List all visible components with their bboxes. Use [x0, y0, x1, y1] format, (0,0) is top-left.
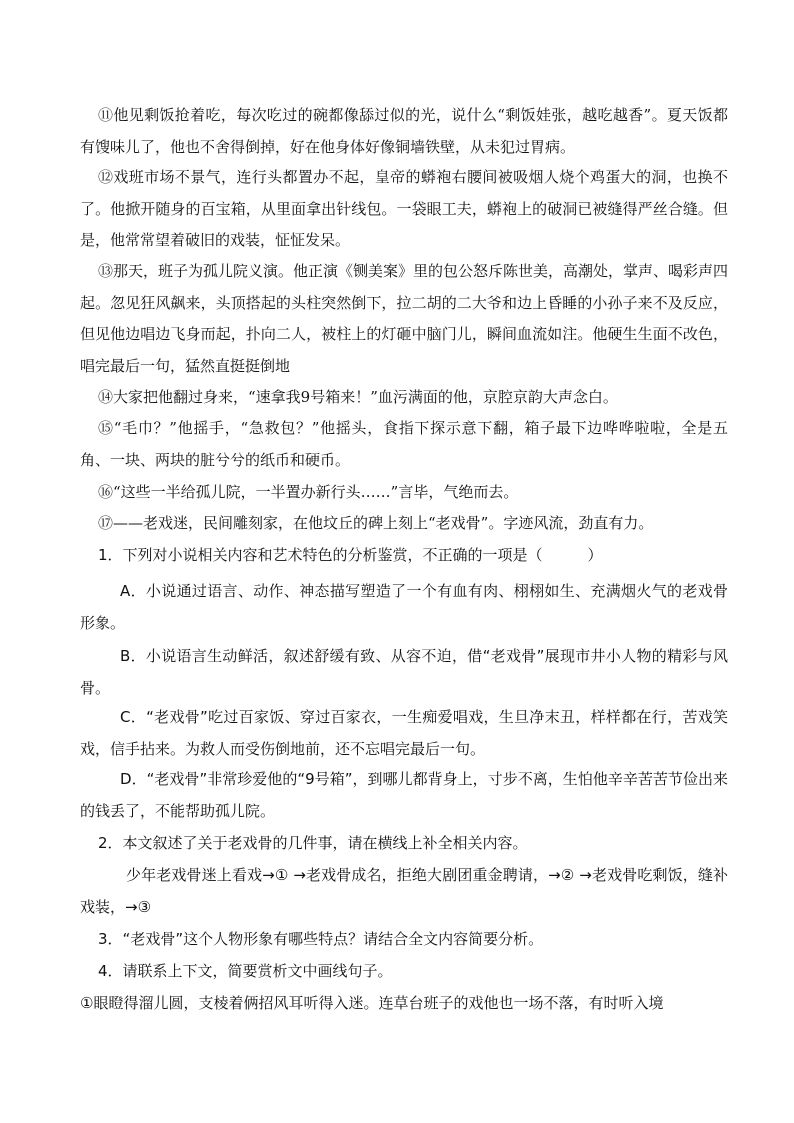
question-4-item-1: ①眼瞪得溜儿圆，支棱着俩招风耳听得入迷。连草台班子的戏他也一场不落，有时听入境 [80, 994, 664, 1012]
paragraph-11: ⑪他见剩饭抢着吃，每次吃过的碗都像舔过似的光，说什么“剩饭娃张，越吃越香”。夏天饭都有馊味儿了，他也不舍得倒掉，好在他身体好像铜墙铁壁，从未犯过胃病。 [80, 106, 728, 156]
paragraph-13: ⑬那天，班子为孤儿院义演。他正演《铡美案》里的包公怒斥陈世美，高潮处，掌声、喝彩声四起。忽见狂风飙来，头顶搭起的头柱突然倒下，拉二胡的二大爷和边上昏睡的小孙子来不及反应，但见他边唱边飞身而起，扑向二人，被柱上的灯砸中脑门儿，瞬间血流如注。他硬生生面不改色，唱完最后一句，猛然直挺挺倒地 [80, 262, 729, 375]
question-2-body: 少年老戏骨迷上看戏→① →老戏骨成名，拒绝大剧团重金聘请，→② →老戏骨吃剩饭，缝补戏装，→③ [80, 866, 728, 916]
question-1-option-a: A．小说通过语言、动作、神态描写塑造了一个有血有肉、栩栩如生、充满烟火气的老戏骨形象。 [80, 582, 728, 632]
question-2-stem: 2．本文叙述了关于老戏骨的几件事，请在横线上补全相关内容。 [98, 834, 528, 852]
question-3-stem: 3．“老戏骨”这个人物形象有哪些特点？请结合全文内容简要分析。 [98, 930, 544, 948]
question-1-stem: 1．下列对小说相关内容和艺术特色的分析鉴赏，不正确的一项是（ ） [98, 546, 603, 564]
paragraph-17: ⑰——老戏迷，民间雕刻家，在他坟丘的碑上刻上“老戏骨”。字迹风流，劲直有力。 [98, 514, 654, 532]
paragraph-15: ⑮“毛巾？”他摇手，“急救包？”他摇头，食指下探示意下翻，箱子最下边哗哗啦啦，全是五角、一块、两块的脏兮兮的纸币和硬币。 [80, 419, 728, 469]
question-1-option-d: D．“老戏骨”非常珍爱他的“9号箱”，到哪儿都背身上，寸步不离，生怕他辛辛苦苦节俭出来的钱丢了，不能帮助孤儿院。 [80, 770, 728, 820]
question-1-option-c: C．“老戏骨”吃过百家饭、穿过百家衣，一生痴爱唱戏，生旦净末丑，样样都在行，苦戏笑戏，信手拈来。为救人而受伤倒地前，还不忘唱完最后一句。 [80, 708, 728, 758]
paragraph-14: ⑭大家把他翻过身来，“速拿我9号箱来！”血污满面的他，京腔京韵大声念白。 [98, 388, 618, 406]
question-1-option-b: B．小说语言生动鲜活，叙述舒缓有致、从容不迫，借“老戏骨”展现市井小人物的精彩与风骨。 [80, 647, 728, 697]
question-4-stem: 4．请联系上下文，简要赏析文中画线句子。 [98, 962, 393, 980]
paragraph-16: ⑯“这些一半给孤儿院，一半置办新行头……”言毕，气绝而去。 [98, 483, 519, 501]
paragraph-12: ⑫戏班市场不景气，连行头都置办不起，皇帝的蟒袍右腰间被吸烟人烧个鸡蛋大的洞，也换不了。他掀开随身的百宝箱，从里面拿出针线包。一袋眼工夫，蟒袍上的破洞已被缝得严丝合缝。但是，他常常望着破旧的戏装，怔怔发呆。 [80, 168, 728, 249]
